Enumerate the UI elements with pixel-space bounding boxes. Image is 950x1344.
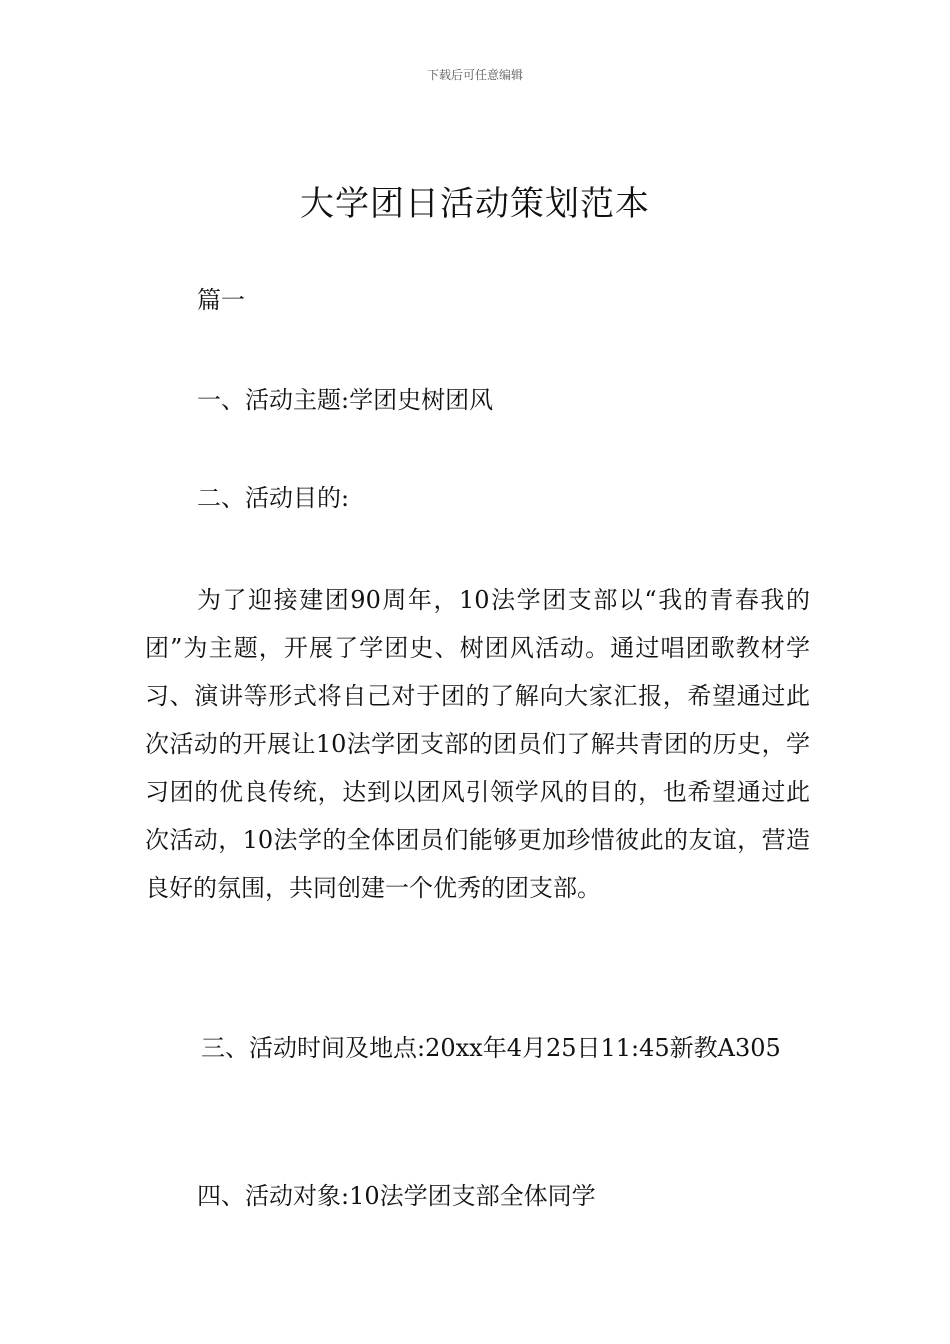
section-theme: 一、活动主题:学团史树团风	[197, 386, 494, 414]
section-part-label: 篇一	[197, 286, 245, 314]
page-header-note: 下载后可任意编辑	[426, 68, 523, 82]
section-audience: 四、活动对象:10法学团支部全体同学	[197, 1182, 596, 1210]
section-time-place: 三、活动时间及地点:20xx年4月25日11:45新教A305	[201, 1034, 781, 1062]
section-purpose-body: 为了迎接建团90周年，10法学团支部以“我的青春我的团”为主题，开展了学团史、树团风活动。通过唱团歌教材学习、演讲等形式将自己对于团的了解向大家汇报，希望通过此次活动的开展让10法学团支部的团员们了解共青团的历史，学习团的优良传统，达到以团风引领学风的目的，也希望通过此次活动，10法学的全体团员们能够更加珍惜彼此的友谊，营造良好的氛围，共同创建一个优秀的团支部。	[145, 586, 810, 902]
document-title: 大学团日活动策划范本	[300, 184, 650, 224]
section-purpose-heading: 二、活动目的:	[197, 484, 350, 512]
